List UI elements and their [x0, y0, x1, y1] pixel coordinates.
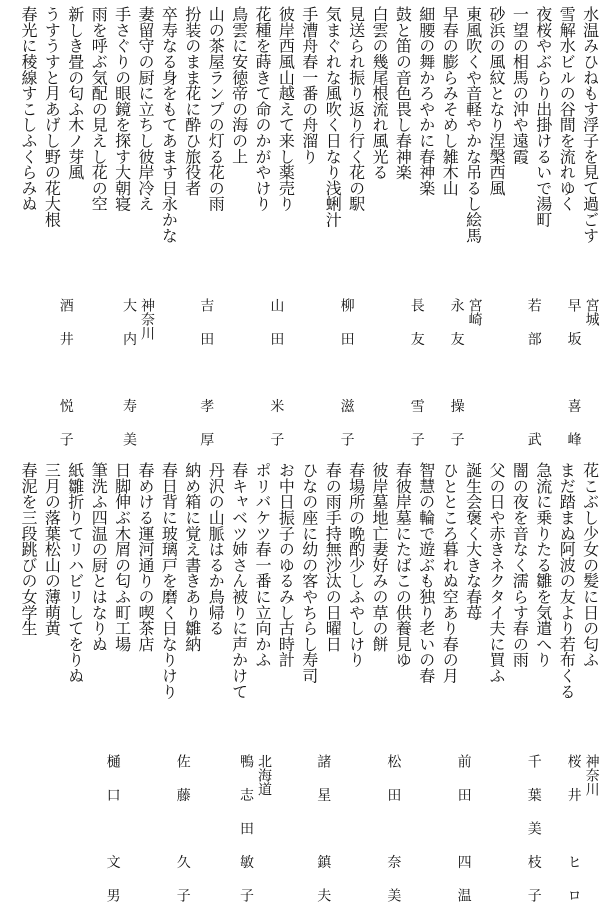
haiku-text: 筆洗ふ四温の厨とはなりぬ: [89, 462, 109, 652]
haiku-text: 春キャベツ姉さん被りに声かけて: [229, 462, 249, 700]
haiku-text: ひとところ暮れぬ空あり春の月: [440, 462, 460, 684]
bottom-section: [0, 462, 600, 902]
haiku-text: うすうすと月あげし野の花大根: [42, 6, 62, 228]
haiku-text: 彼岸墓地亡妻好みの草の餅: [370, 462, 389, 652]
haiku-text: 丹沢の山脈はるか鳥帰る: [206, 462, 226, 636]
haiku-text: 春めける運河通りの喫茶店: [136, 462, 155, 652]
author-name: 大内 寿美: [121, 298, 137, 446]
author-name: 若部 武: [525, 298, 542, 446]
author-name: 千葉美枝子: [525, 754, 542, 902]
haiku-text: 雪解水ビルの谷間を流れゆく: [557, 6, 577, 212]
author-name: 樋口 文男: [104, 754, 121, 902]
haiku-column: [1, 6, 37, 446]
haiku-text: ひなの座に幼の客やちらし寿司: [299, 462, 319, 684]
haiku-text: 花こぶし少女の髪に日の匂ふ: [580, 462, 600, 668]
top-section: [0, 6, 600, 446]
author-name: 早坂 喜峰: [565, 298, 582, 446]
author-name: 吉田 孝厚: [198, 298, 215, 446]
author-prefecture: 宮崎: [466, 298, 483, 326]
haiku-text: 春泥を三段跳びの女学生: [19, 462, 38, 636]
haiku-text: 春日背に玻璃戸を磨く日なりけり: [159, 462, 179, 700]
haiku-text: まだ踏まぬ阿波の友より若布くる: [557, 462, 577, 700]
haiku-text: 気まぐれな風吹く日なり浅蜊汁: [323, 6, 343, 228]
haiku-text: 智慧の輪で遊ぶも独り老いの春: [416, 462, 436, 684]
haiku-text: 父の日や赤きネクタイ夫に買ふ: [487, 462, 506, 684]
haiku-text: 彼岸西風山越えて来し薬売り: [276, 6, 296, 212]
author-prefecture: 宮城: [583, 298, 600, 326]
haiku-text: 紙雛折りてリハビリしてをりぬ: [65, 462, 85, 684]
haiku-text: 春彼岸墓にたばこの供養見ゆ: [393, 462, 413, 668]
haiku-text: 鳥雲に安徳帝の海の上: [229, 6, 249, 165]
haiku-text: 一望の相馬の沖や遠霞: [510, 6, 530, 165]
haiku-text: 扮装のまま花に酔ひ旅役者: [182, 6, 202, 196]
haiku-text: 東風吹くや音軽やかな吊るし絵馬: [463, 6, 483, 244]
haiku-text: 急流に乗りたる雛を気遣へり: [533, 462, 553, 668]
author-name: 諸星 鎮夫: [315, 754, 332, 902]
author-name: 長友 雪子: [408, 298, 425, 446]
haiku-text: 早春の膨らみそめし雑木山: [440, 6, 460, 196]
haiku-text: 妻留守の厨に立ちし彼岸冷え: [136, 6, 155, 212]
haiku-text: 細腰の舞かろやかに春神楽: [416, 6, 436, 196]
haiku-text: 鼓と笛の音色畏し春神楽: [393, 6, 413, 180]
author-name: 酒井 悦子: [57, 298, 74, 446]
haiku-text: 納め箱に覚え書きあり雛納: [182, 462, 202, 652]
haiku-text: 卒寿なる身をもてあます日永かな: [159, 6, 179, 244]
haiku-text: 白雲の幾尾根流れ風光る: [370, 6, 389, 180]
haiku-text: 見送られ振り返り行く花の駅: [346, 6, 366, 212]
author-name: 前田 四温: [455, 754, 472, 902]
haiku-text: 春の雨手持無沙汰の日曜日: [323, 462, 343, 652]
author-name: 鴨志田敏子: [238, 754, 254, 902]
haiku-text: 水温みひねもす浮子を見て過ごす: [580, 6, 600, 244]
author-name: 永友 操子: [448, 298, 465, 446]
haiku-text: お中日振子のゆるみし古時計: [276, 462, 296, 668]
haiku-text: 誕生会褒く大きな春苺: [463, 462, 483, 621]
author-name: 桜井 ヒロ: [565, 754, 582, 902]
haiku-text: 三月の落葉松山の薄萌黄: [42, 462, 62, 636]
author-prefecture: 神奈川: [583, 754, 600, 796]
author-name: 佐藤 久子: [174, 754, 191, 902]
haiku-text: 春場所の晩酌少しふやしけり: [346, 462, 366, 668]
haiku-text: 花種を蒔きて命のかがやけり: [253, 6, 272, 212]
author-prefecture: 北海道: [256, 754, 272, 796]
author-name: 山田 米子: [268, 298, 285, 446]
haiku-text: 春光に稜線すこしふくらみぬ: [19, 6, 38, 212]
author-name: 柳田 滋子: [338, 298, 355, 446]
haiku-text: 山の茶屋ランプの灯る花の雨: [206, 6, 226, 212]
haiku-text: 手さぐりの眼鏡を探す大朝寝: [112, 6, 132, 212]
haiku-text: 夜桜やぶらり出掛けるいで湯町: [533, 6, 553, 228]
haiku-text: 砂浜の風紋となり涅槃西風: [487, 6, 506, 196]
haiku-text: 雨を呼ぶ気配の見えし花の空: [89, 6, 109, 212]
haiku-text: 闇の夜を音なく濡らす春の雨: [510, 462, 530, 668]
haiku-text: 日脚伸ぶ木屑の匂ふ町工場: [112, 462, 132, 652]
haiku-text: 手漕舟春一番の舟溜り: [299, 6, 319, 165]
haiku-column: [1, 462, 37, 902]
author-prefecture: 神奈川: [139, 298, 155, 340]
haiku-text: 新しき畳の匂ふ木ノ芽風: [65, 6, 85, 180]
haiku-text: ポリバケツ春一番に立向かふ: [253, 462, 272, 668]
author-name: 松田 奈美: [385, 754, 402, 902]
